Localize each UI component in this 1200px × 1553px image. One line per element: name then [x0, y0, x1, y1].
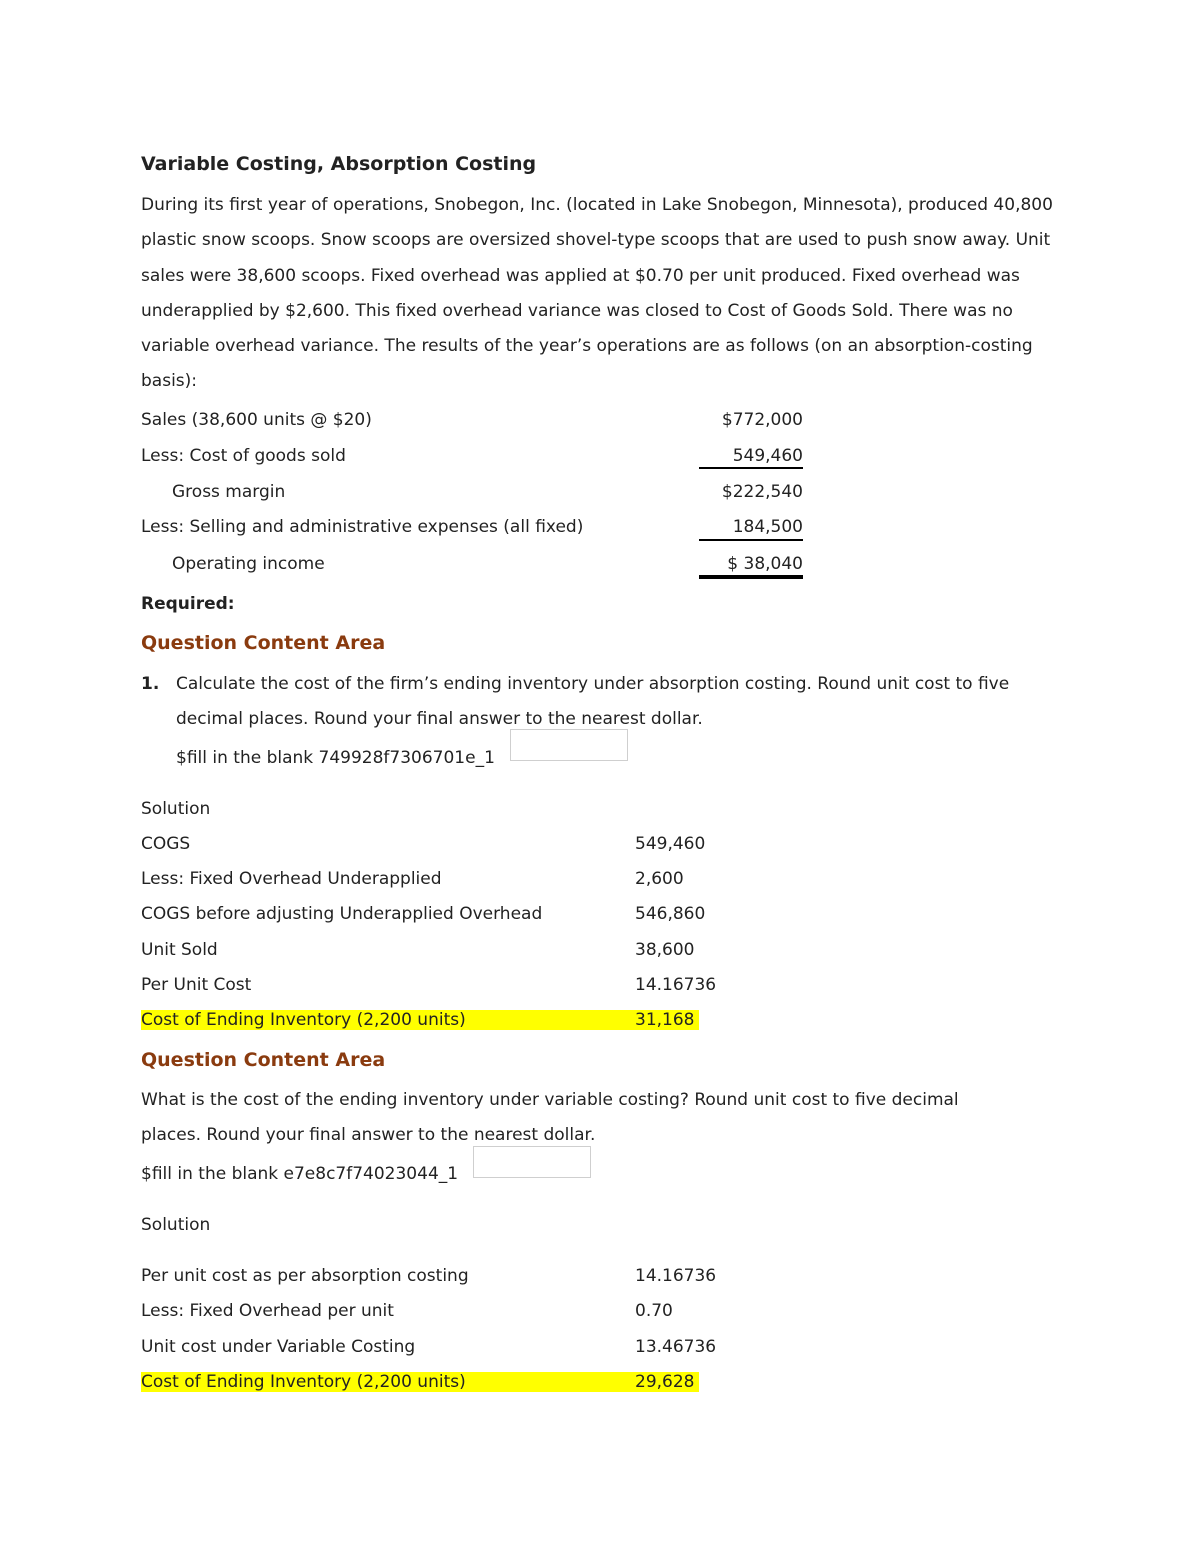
gross-margin-value: $222,540 — [721, 482, 803, 502]
sga-label: Less: Selling and administrative expenses (all fixed) — [141, 517, 584, 537]
intro-paragraph: During its first year of operations, Snobegon, Inc. (located in Lake Snobegon, Minnesota), produced 40,800 plastic snow scoops. Snow scoops are oversized shovel-type scoops that are used to push snow away. Unit sales were 38,600 scoops. Fixed overhead was applied at $0.70 per unit produced. Fixed overhead was underapplied by $2,600. This fixed overhead variance was closed to Cost of Goods Sold. There was no variable overhead variance. The results of the year’s operations are as follows (on an absorption-costing basis): — [141, 195, 1053, 392]
question-2-solution-label: Solution — [141, 1215, 211, 1235]
gross-margin-label: Gross margin — [172, 482, 286, 502]
question-2-blank-label: $fill in the blank e7e8c7f74023044_1 — [141, 1164, 459, 1184]
question-1-number: 1. — [141, 674, 160, 694]
cogs-label: Less: Cost of goods sold — [141, 446, 346, 466]
solution-2-answer-value: 29,628 — [635, 1372, 699, 1392]
question-1-answer-input[interactable] — [510, 729, 628, 761]
solution-1-row-label: COGS — [141, 834, 191, 854]
solution-2-row-value: 14.16736 — [635, 1266, 717, 1286]
solution-1-row-value: 2,600 — [635, 869, 684, 889]
solution-2-row-label: Per unit cost as per absorption costing — [141, 1266, 469, 1286]
solution-1-row-value: 14.16736 — [635, 975, 717, 995]
document-title: Variable Costing, Absorption Costing — [141, 153, 537, 175]
cogs-underline — [699, 467, 803, 469]
solution-1-row-label: COGS before adjusting Underapplied Overhead — [141, 904, 543, 924]
solution-1-row-label: Per Unit Cost — [141, 975, 252, 995]
question-1-text-line1: Calculate the cost of the firm’s ending inventory under absorption costing. Round unit cost to five — [176, 674, 1010, 694]
required-label: Required: — [141, 594, 235, 614]
solution-2-row-value: 13.46736 — [635, 1337, 717, 1357]
solution-2-row-value: 0.70 — [635, 1301, 673, 1321]
question-1-blank-label: $fill in the blank 749928f7306701e_1 — [176, 748, 495, 768]
solution-1-row-label: Unit Sold — [141, 940, 218, 960]
solution-2-answer-label: Cost of Ending Inventory (2,200 units) — [141, 1372, 635, 1392]
operating-income-label: Operating income — [172, 554, 325, 574]
solution-1-row-label: Less: Fixed Overhead Underapplied — [141, 869, 442, 889]
question-2-text-line2: places. Round your final answer to the nearest dollar. — [141, 1125, 596, 1145]
solution-2-row-label: Less: Fixed Overhead per unit — [141, 1301, 394, 1321]
sga-underline — [699, 539, 803, 541]
operating-income-double-underline — [699, 575, 803, 579]
sga-value: 184,500 — [732, 517, 803, 537]
sales-value: $772,000 — [721, 410, 803, 430]
solution-1-row-value: 38,600 — [635, 940, 695, 960]
solution-1-answer-value: 31,168 — [635, 1010, 699, 1030]
solution-2-row-label: Unit cost under Variable Costing — [141, 1337, 416, 1357]
question-1-heading: Question Content Area — [141, 632, 386, 654]
solution-1-row-value: 549,460 — [635, 834, 706, 854]
question-2-heading: Question Content Area — [141, 1049, 386, 1071]
question-1-solution-label: Solution — [141, 799, 211, 819]
solution-1-row-value: 546,860 — [635, 904, 706, 924]
question-2-text-line1: What is the cost of the ending inventory under variable costing? Round unit cost to five decimal — [141, 1090, 959, 1110]
sales-label: Sales (38,600 units @ $20) — [141, 410, 372, 430]
solution-1-answer-label: Cost of Ending Inventory (2,200 units) — [141, 1010, 635, 1030]
operating-income-value: $ 38,040 — [727, 554, 803, 574]
question-1-text-line2: decimal places. Round your final answer to the nearest dollar. — [176, 709, 703, 729]
cogs-value: 549,460 — [732, 446, 803, 466]
question-2-answer-input[interactable] — [473, 1146, 591, 1178]
